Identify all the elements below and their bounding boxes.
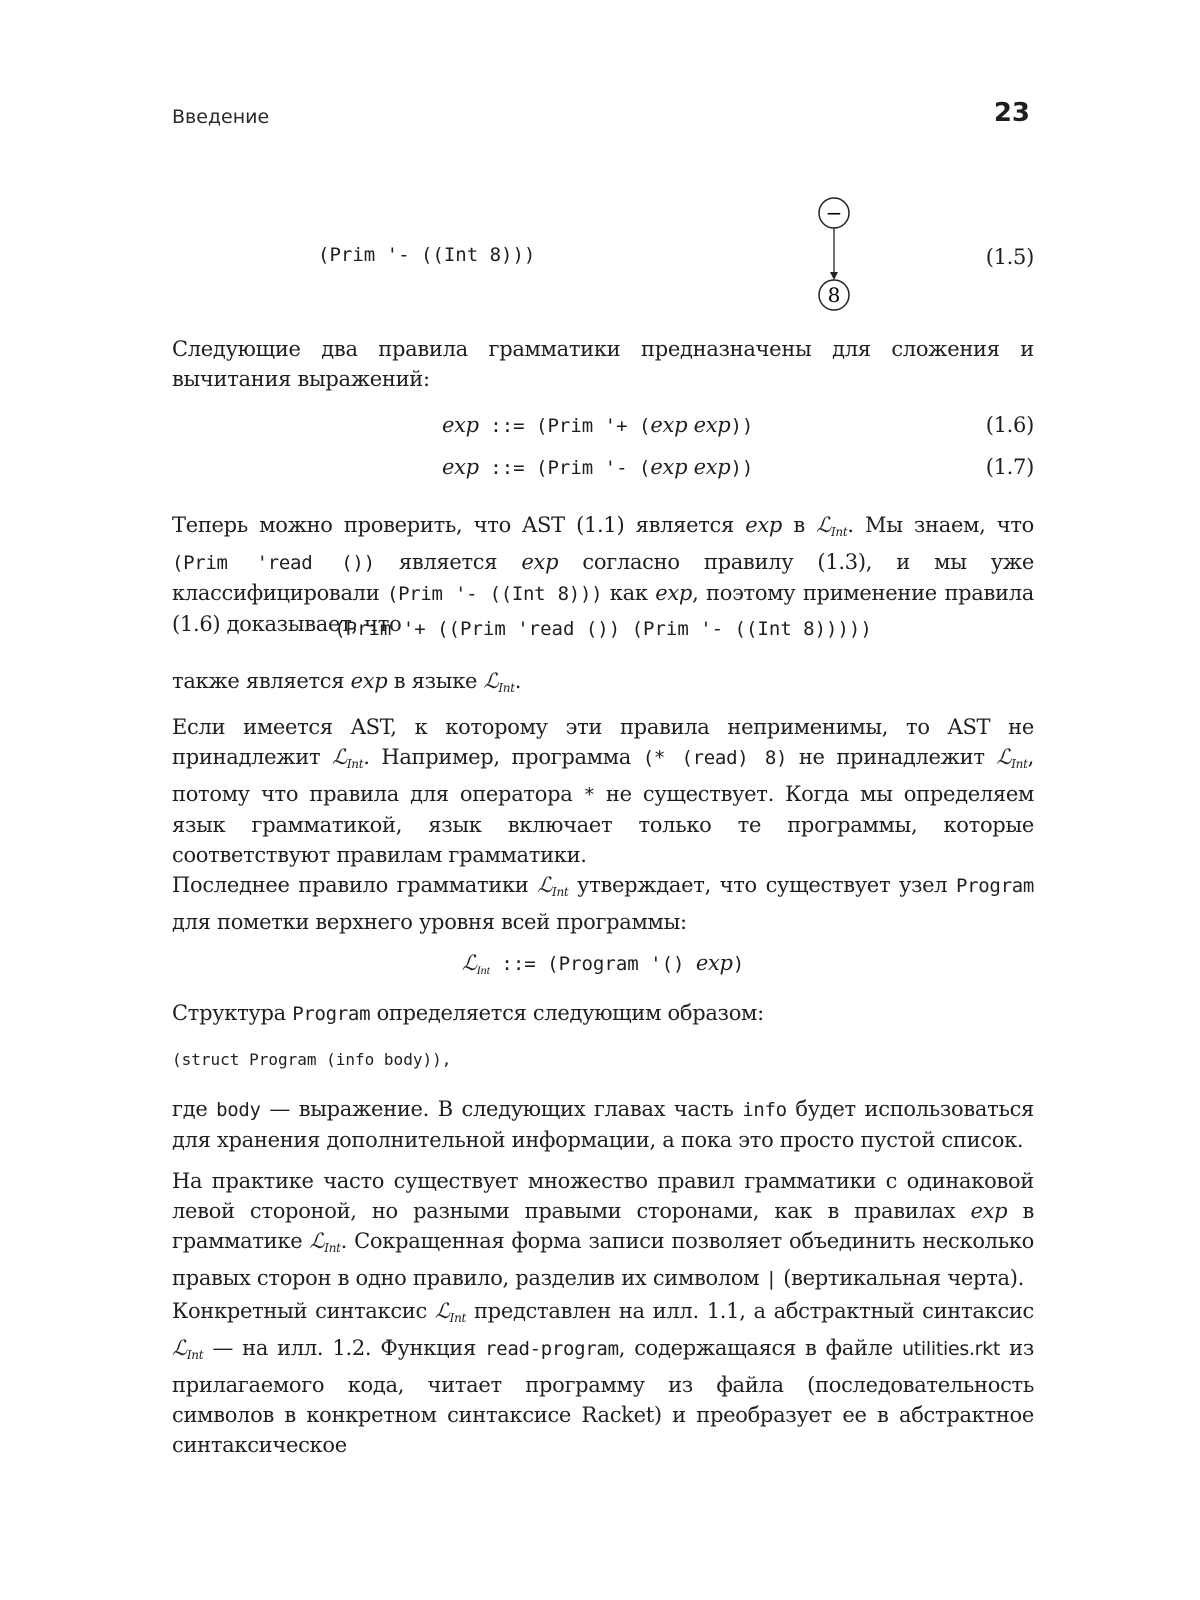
- eq-lhs: exp: [442, 413, 479, 437]
- paragraph-6: Структура Program определяется следующим образом:: [172, 1001, 764, 1025]
- program-grammar-rule: ℒ$_{Int}$ ::= (Program '() exp): [461, 951, 745, 977]
- equation-number: (1.6): [985, 413, 1034, 437]
- eq-code-close: )): [730, 415, 754, 437]
- eq-op: ::=: [478, 457, 537, 479]
- page-number: 23: [993, 98, 1030, 128]
- paragraph-5: Последнее правило грамматики ℒ$_{Int}$ утверждает, что существует узел Program для пометки верхнего уровня всей программы:: [172, 873, 1034, 934]
- eq-rhs: exp exp: [650, 455, 731, 479]
- eq-code-close: )): [730, 457, 754, 479]
- eq-lhs: exp: [442, 455, 479, 479]
- equation-number: (1.7): [985, 455, 1034, 479]
- tree-node-minus-label: −: [825, 201, 843, 225]
- code-struct-program: (struct Program (info body)),: [172, 1050, 452, 1069]
- eq-op: ::=: [478, 415, 537, 437]
- paragraph-8: На практике часто существует множество правил грамматики с одинаковой левой стороной, но разными правыми сторонами, как в правилах exp в грамматике ℒ$_{Int}$. Сокращенная форма записи позволяет объединить несколько правых сторон в одно правило, разделив их символом | (вертикальная черта).: [172, 1169, 1034, 1290]
- paragraph-2: Теперь можно проверить, что AST (1.1) является exp в ℒ$_{Int}$. Мы знаем, что (Prim 'read ()) является exp согласно правилу (1.3), и мы уже классифицировали (Prim '- ((Int 8))) как exp, поэтому применение правила (1.6) доказывает, что: [172, 513, 1035, 636]
- ast-tree-diagram: [808, 196, 868, 318]
- paragraph-9: Конкретный синтаксис ℒ$_{Int}$ представлен на илл. 1.1, а абстрактный синтаксис ℒ$_{Int}$ — на илл. 1.2. Функция read-program, содержащаяся в файле utilities.rkt из прилагаемого кода, читает программу из файла (последовательность символов в конкретном синтаксисе Racket) и преобразует ее в абстрактное синтаксическое: [172, 1299, 1034, 1457]
- tree-edge-arrowhead: [830, 272, 838, 280]
- paragraph-1: Следующие два правила грамматики предназначены для сложения и вычитания выражений:: [172, 337, 1034, 391]
- paragraph-3: также является exp в языке ℒ$_{Int}$.: [172, 669, 522, 695]
- equation-1-7: [172, 452, 1034, 486]
- running-header-section: Введение: [172, 106, 270, 128]
- paragraph-4: Если имеется AST, к которому эти правила неприменимы, то AST не принадлежит ℒ$_{Int}$. Например, программа (* (read) 8) не принадлежит ℒ$_{Int}$, потому что правила для оператора * не существует. Когда мы определяем язык грамматикой, язык включает только те программы, которые соответствуют правилам грамматики.: [172, 715, 1034, 867]
- eq-code: (Prim '+ (: [536, 415, 651, 437]
- equation-code: (Prim '- ((Int 8))): [318, 244, 536, 266]
- eq-rhs: exp exp: [650, 413, 731, 437]
- equation-1-5: [172, 242, 1034, 276]
- tree-node-eight-label: 8: [827, 283, 841, 307]
- eq-code: (Prim '- (: [536, 457, 651, 479]
- centered-code-expression: (Prim '+ ((Prim 'read ()) (Prim '- ((Int 8))))): [334, 618, 872, 640]
- equation-1-6: [172, 410, 1034, 444]
- equation-number: (1.5): [985, 245, 1034, 269]
- paragraph-7: где body — выражение. В следующих главах часть info будет использоваться для хранения дополнительной информации, а пока это просто пустой список.: [172, 1097, 1035, 1152]
